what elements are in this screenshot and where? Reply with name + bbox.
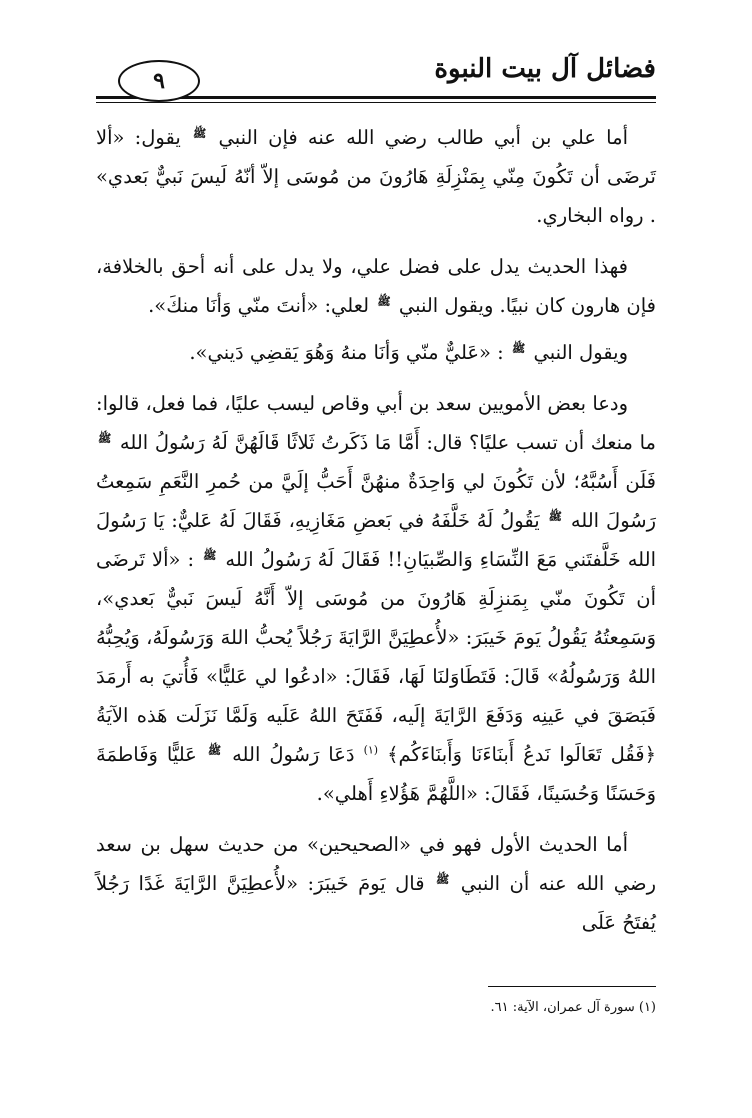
pbuh-glyph: ﷺ xyxy=(193,126,207,140)
pbuh-glyph: ﷺ xyxy=(203,548,217,562)
running-title: فضائل آل بيت النبوة xyxy=(434,54,656,84)
pbuh-glyph: ﷺ xyxy=(548,509,562,523)
header-rule-thin xyxy=(96,102,656,103)
paragraph-5 xyxy=(96,825,656,942)
text-run: يَقُولُ لَهُ خَلَّفَهُ في بَعضِ مَغَازِيهِ، فَقَالَ لَهُ عَليٌّ: يَا رَسُولَ الله خَلَّفتَني مَعَ النِّسَاءِ وَالصِّبيَانِ!! فَقَالَ لَهُ رَسُولُ الله xyxy=(96,509,656,571)
pbuh-glyph: ﷺ xyxy=(511,341,526,355)
page-header xyxy=(96,46,656,102)
text-run: فَلَن أَسُبَّهُ؛ لأن تَكُونَ لي وَاحِدَةٌ منهُنَّ أَحَبُّ إلَيَّ من حُمرِ النَّعَمِ سَمِعتُ رَسُولَ الله xyxy=(96,470,657,532)
footnote-marker: (١) xyxy=(638,1000,656,1015)
text-run: : «ألا تَرضَى أن تَكُونَ منّي بِمَنزِلَةِ هَارُونَ من مُوسَى إلاّ أَنَّهُ لَيسَ نَبيٌّ بَعدي»، وَسَمِعتُهُ يَقُولُ يَومَ خَيبَرَ: «لأُعطِيَنَّ الرَّايَةَ رَجُلاً يُحبُّ اللهَ وَرَسُولَهُ، وَيُحِبُّهُ اللهُ وَرَسُولُهُ» قَالَ: فَتَطَاوَلنَا لَهَا، فَقَالَ: «ادعُوا لي عَليًّا» فَأُتيَ به أَرمَدَ فَبَصَقَ في عَينِه وَدَفَعَ الرَّايَةَ إلَيه، فَفَتَحَ اللهُ عَلَيه وَلَمَّا نَزَلَت هَذه الآيَةُ ﴿فَقُل تَعَالَوا نَدعُ أَبنَاءَنَا وَأَبنَاءَكُم﴾ xyxy=(96,548,657,766)
pbuh-glyph: ﷺ xyxy=(207,743,222,757)
text-run: فهذا الحديث يدل على فضل علي، ولا يدل على أنه أحق بالخلافة، فإن هارون كان نبيًا. ويقول النبي xyxy=(96,255,656,317)
text-run: يقول: «ألا تَرضَى أن تَكُونَ مِنّي بِمَنْزِلَةِ هَارُونَ من مُوسَى إلاّ أنّهُ لَيسَ نَبيٌّ بَعدي» . رواه البخاري. xyxy=(96,126,656,227)
text-run: أما علي بن أبي طالب رضي الله عنه فإن النبي xyxy=(218,126,628,149)
paragraph-4 xyxy=(96,384,656,813)
paragraph-2 xyxy=(96,247,656,325)
text-run: دَعَا رَسُولُ الله xyxy=(232,743,355,766)
text-run: أما الحديث الأول فهو في «الصحيحين» من حديث سهل بن سعد رضي الله عنه أن النبي xyxy=(96,833,657,895)
footnote-marker: (١) xyxy=(363,743,379,757)
footnote-separator xyxy=(488,986,656,987)
pbuh-glyph: ﷺ xyxy=(98,431,112,445)
text-run: لعلي: «أنتَ منّي وَأنَا منكَ». xyxy=(148,294,370,317)
paragraph-1 xyxy=(96,118,656,235)
page-number: ٩ xyxy=(118,60,200,102)
text-run: ودعا بعض الأمويين سعد بن أبي وقاص ليسب عليًا، فما فعل، قالوا: ما منعك أن تسب عليًا؟ قال: أَمَّا مَا ذَكَرتُ ثَلاثًا قَالَهُنَّ لَهُ رَسُولُ الله xyxy=(96,392,656,454)
footnote-1 xyxy=(96,998,656,1018)
footnote-text: سورة آل عمران، الآية: ٦١. xyxy=(490,1000,635,1015)
text-run: عَليًّا وَفَاطمَةَ وَحَسَنًا وَحُسَينًا، فَقَالَ: «اللَّهُمَّ هَؤُلاءِ أَهلي». xyxy=(96,743,656,805)
pbuh-glyph: ﷺ xyxy=(435,872,450,886)
text-run: ويقول النبي xyxy=(533,341,628,364)
text-run: قال يَومَ خَيبَرَ: «لأُعطِيَنَّ الرَّايَةَ غَدًا رَجُلاً يُفتَحُ عَلَى xyxy=(96,872,656,934)
pbuh-glyph: ﷺ xyxy=(377,294,391,308)
paragraph-3 xyxy=(96,333,656,372)
page-body xyxy=(96,118,656,950)
text-run: : «عَليٌّ منّي وَأنَا منهُ وَهُوَ يَقضِي دَيني». xyxy=(189,341,504,364)
